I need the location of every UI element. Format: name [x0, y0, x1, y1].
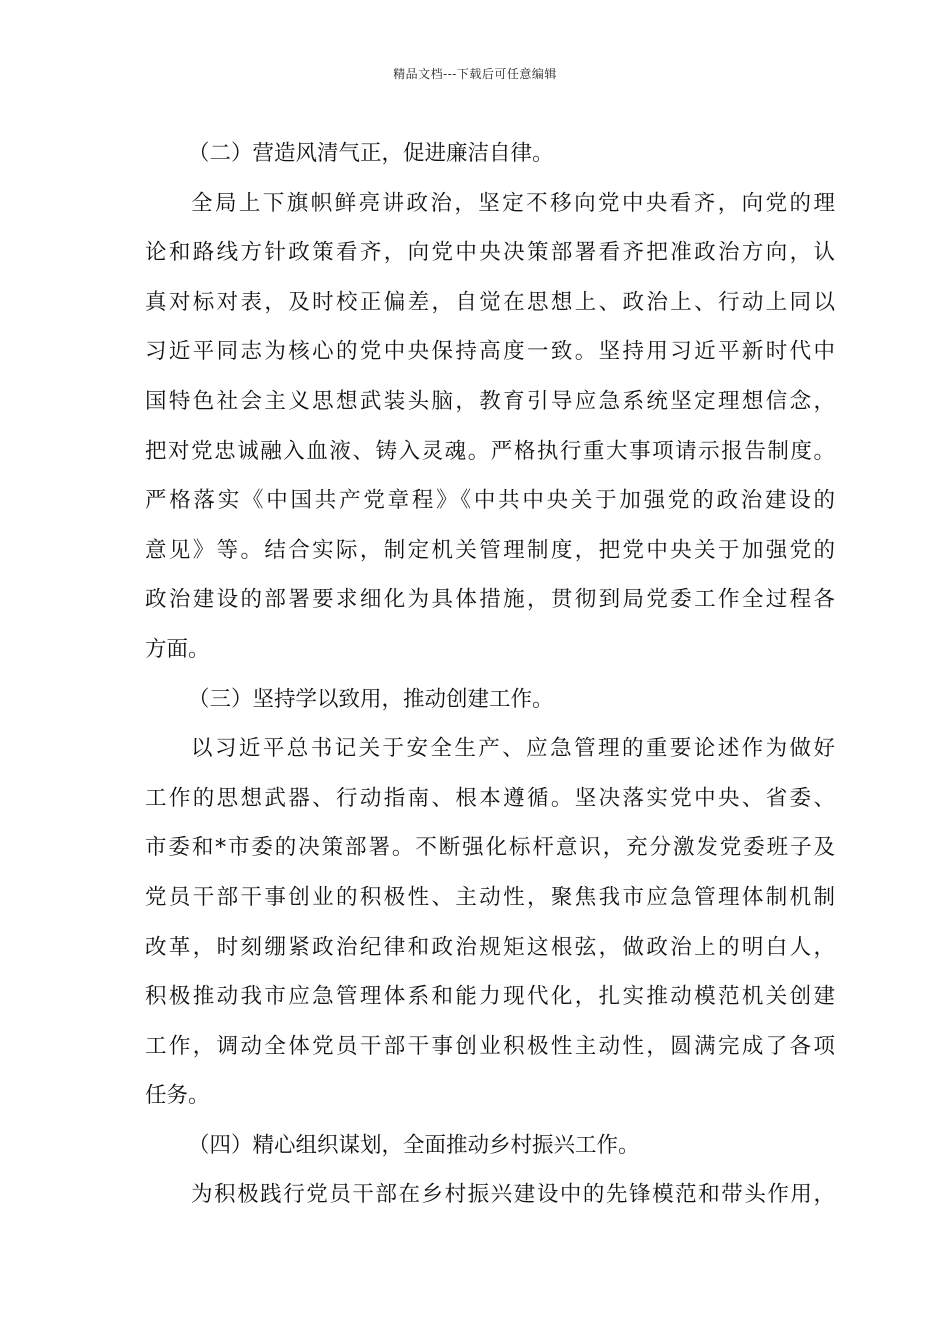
paragraph-line: 改革，时刻绷紧政治纪律和政治规矩这根弦，做政治上的明白人，: [145, 934, 835, 960]
page-header: 精品文档---下载后可任意编辑: [393, 67, 557, 81]
paragraph-line: 为积极践行党员干部在乡村振兴建设中的先锋模范和带头作用，: [191, 1182, 835, 1208]
paragraph-line: 积极推动我市应急管理体系和能力现代化，扎实推动模范机关创建: [145, 984, 835, 1010]
paragraph-line: 任务。: [145, 1083, 210, 1109]
paragraph-line: 方面。: [145, 636, 210, 662]
paragraph-line: 党员干部干事创业的积极性、主动性，聚焦我市应急管理体制机制: [145, 884, 835, 910]
paragraph-line: 政治建设的部署要求细化为具体措施，贯彻到局党委工作全过程各: [145, 587, 835, 613]
section-heading: （四）精心组织谋划，全面推动乡村振兴工作。: [188, 1132, 640, 1158]
section-heading: （三）坚持学以致用，推动创建工作。: [188, 686, 554, 712]
paragraph-line: 论和路线方针政策看齐，向党中央决策部署看齐把准政治方向，认: [145, 240, 835, 266]
paragraph-line: 工作，调动全体党员干部干事创业积极性主动性，圆满完成了各项: [145, 1033, 835, 1059]
paragraph-line: 全局上下旗帜鲜亮讲政治，坚定不移向党中央看齐，向党的理: [191, 190, 835, 216]
paragraph-line: 意见》等。结合实际，制定机关管理制度，把党中央关于加强党的: [145, 537, 835, 563]
paragraph-line: 以习近平总书记关于安全生产、应急管理的重要论述作为做好: [191, 736, 835, 762]
section-heading: （二）营造风清气正，促进廉洁自律。: [188, 141, 554, 166]
paragraph-line: 把对党忠诚融入血液、铸入灵魂。严格执行重大事项请示报告制度。: [145, 438, 835, 464]
document-body: [145, 129, 835, 1220]
paragraph-line: 国特色社会主义思想武装头脑，教育引导应急系统坚定理想信念，: [145, 388, 835, 414]
paragraph-line: 真对标对表，及时校正偏差，自觉在思想上、政治上、行动上同以: [145, 289, 835, 315]
paragraph-line: 严格落实《中国共产党章程》《中共中央关于加强党的政治建设的: [145, 488, 835, 514]
paragraph-line: 市委和*市委的决策部署。不断强化标杆意识，充分激发党委班子及: [145, 835, 835, 861]
paragraph-line: 习近平同志为核心的党中央保持高度一致。坚持用习近平新时代中: [145, 339, 835, 365]
paragraph-line: 工作的思想武器、行动指南、根本遵循。坚决落实党中央、省委、: [145, 785, 835, 811]
